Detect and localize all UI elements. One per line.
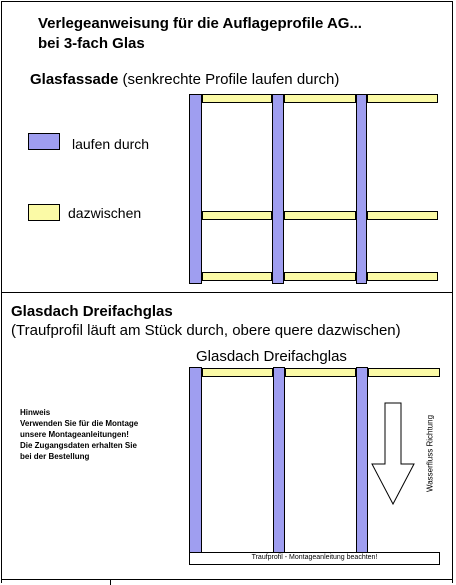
- facade-heading: [30, 71, 339, 89]
- facade-vertical-profile: [189, 94, 202, 284]
- roof-diagram-title: Glasdach Dreifachglas: [196, 348, 347, 365]
- facade-horizontal-profile: [202, 272, 272, 281]
- facade-horizontal-profile: [367, 272, 438, 281]
- legend-swatch-through: [28, 133, 60, 150]
- hint-line: Die Zugangsdaten erhalten Sie: [20, 441, 137, 450]
- facade-heading-bold: Glasfassade: [30, 71, 119, 88]
- installation-hint: [20, 407, 138, 462]
- eaves-profile-label: Traufprofil - Montageanleitung beachten!: [251, 554, 378, 561]
- facade-horizontal-profile: [202, 211, 272, 220]
- section-divider: [1, 292, 453, 293]
- roof-rafter-profile: [356, 367, 368, 555]
- hint-line: unsere Montageanleitungen!: [20, 430, 129, 439]
- bottom-divider: [1, 579, 453, 580]
- bottom-column-divider: [110, 579, 111, 585]
- hint-line: bei der Bestellung: [20, 452, 90, 461]
- legend-label-through: laufen durch: [72, 136, 150, 152]
- legend-swatch-between: [28, 204, 60, 221]
- hint-line: Hinweis: [20, 408, 51, 417]
- facade-vertical-profile: [272, 94, 284, 284]
- facade-horizontal-profile: [284, 94, 356, 103]
- facade-horizontal-profile: [284, 272, 356, 281]
- title-line-2: bei 3-fach Glas: [38, 35, 145, 52]
- facade-vertical-profile: [356, 94, 367, 284]
- facade-horizontal-profile: [202, 94, 272, 103]
- water-flow-arrow-icon: [370, 402, 416, 506]
- roof-title: Glasdach Dreifachglas: [11, 303, 173, 320]
- water-flow-label: Wasserfluss Richtung: [425, 414, 435, 493]
- hint-line: Verwenden Sie für die Montage: [20, 419, 139, 428]
- facade-horizontal-profile: [367, 94, 438, 103]
- roof-rafter-profile: [189, 367, 202, 555]
- roof-subtitle: (Traufprofil läuft am Stück durch, obere quere dazwischen): [11, 322, 401, 339]
- facade-horizontal-profile: [367, 211, 438, 220]
- facade-horizontal-profile: [284, 211, 356, 220]
- top-border: [1, 1, 453, 2]
- roof-horizontal-profile: [202, 368, 273, 377]
- roof-horizontal-profile: [285, 368, 356, 377]
- roof-rafter-profile: [273, 367, 285, 555]
- legend-label-between: dazwischen: [68, 205, 142, 221]
- roof-horizontal-profile: [368, 368, 440, 377]
- facade-heading-note: (senkrechte Profile laufen durch): [118, 71, 340, 88]
- title-line-1: Verlegeanweisung für die Auflageprofile AG...: [38, 15, 362, 32]
